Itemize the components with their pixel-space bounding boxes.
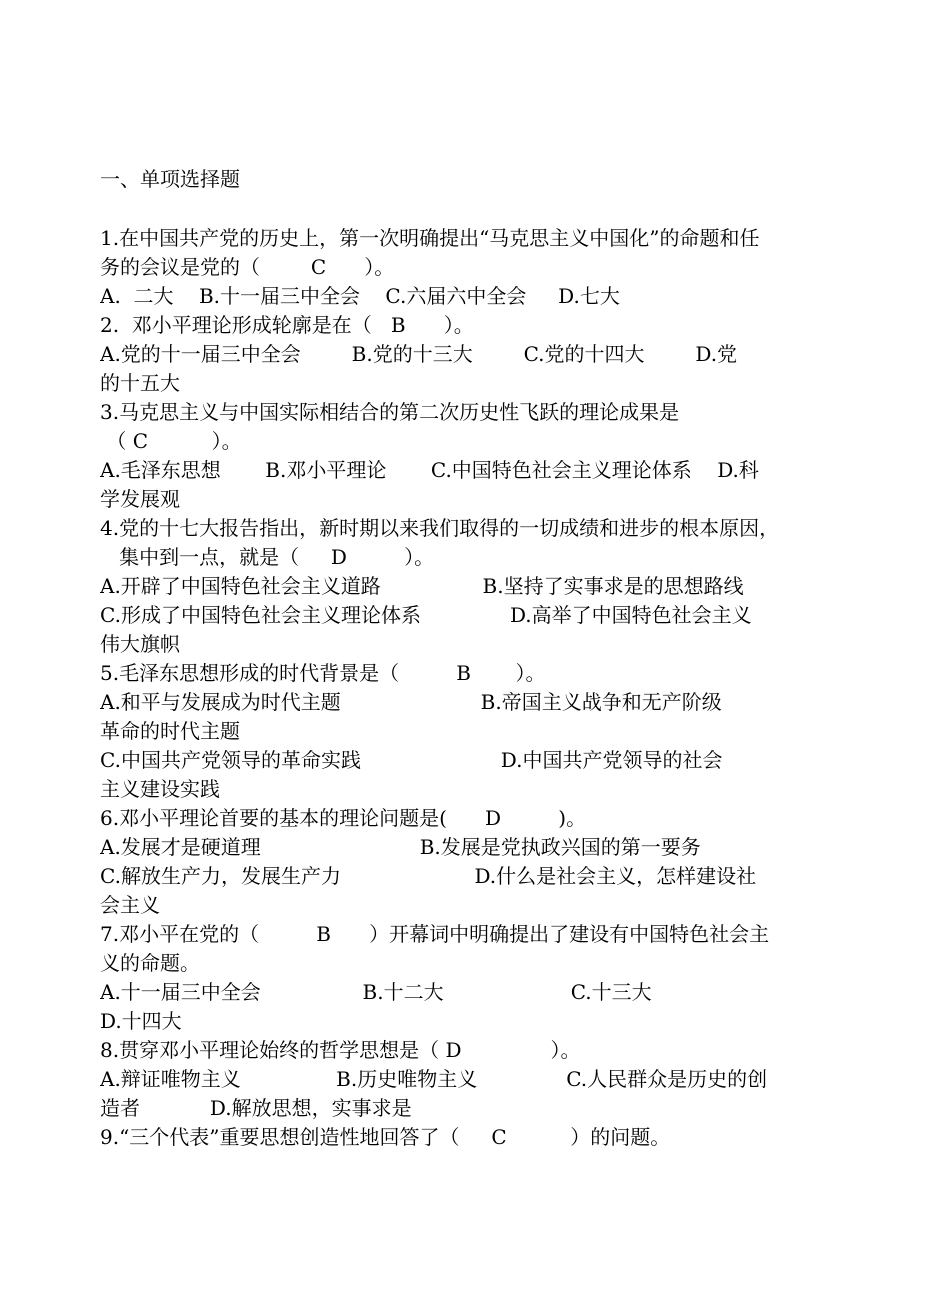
text-line: 务的会议是党的（ C ）。: [100, 255, 395, 279]
text-line: 2. 邓小平理论形成轮廓是在（ B ）。: [100, 313, 474, 337]
text-line: 6.邓小平理论首要的基本的理论问题是( D )。: [100, 806, 587, 830]
text-line: A.和平与发展成为时代主题 B.帝国主义战争和无产阶级: [100, 690, 722, 714]
text-line: A.毛泽东思想 B.邓小平理论 C.中国特色社会主义理论体系 D.科: [100, 458, 759, 482]
text-line: 主义建设实践: [100, 777, 220, 801]
text-line: 伟大旗帜: [100, 632, 180, 656]
text-line: C.解放生产力，发展生产力 D.什么是社会主义，怎样建设社: [100, 864, 757, 888]
text-line: C.中国共产党领导的革命实践 D.中国共产党领导的社会: [100, 748, 723, 772]
text-line: 会主义: [100, 893, 160, 917]
text-line: 1.在中国共产党的历史上，第一次明确提出“马克思主义中国化”的命题和任: [100, 226, 760, 250]
text-line: D.十四大: [100, 1009, 182, 1033]
text-line: 学发展观: [100, 487, 180, 511]
text-line: A. 二大 B.十一届三中全会 C.六届六中全会 D.七大: [100, 284, 620, 308]
text-line: A.党的十一届三中全会 B.党的十三大 C.党的十四大 D.党: [100, 342, 738, 366]
text-line: （ C ）。: [100, 429, 242, 453]
text-line: 4.党的十七大报告指出，新时期以来我们取得的一切成绩和进步的根本原因，: [100, 516, 780, 540]
text-line: 8.贯穿邓小平理论始终的哲学思想是（ D ）。: [100, 1038, 581, 1062]
text-line: 的十五大: [100, 371, 180, 395]
text-line: C.形成了中国特色社会主义理论体系 D.高举了中国特色社会主义: [100, 603, 752, 627]
text-line: 革命的时代主题: [100, 719, 240, 743]
text-line: A.发展才是硬道理 B.发展是党执政兴国的第一要务: [100, 835, 701, 859]
text-line: 造者 D.解放思想，实事求是: [100, 1096, 412, 1120]
text-line: A.十一届三中全会 B.十二大 C.十三大: [100, 980, 652, 1004]
text-line: 5.毛泽东思想形成的时代背景是（ B ）。: [100, 661, 546, 685]
section-title: 一、单项选择题: [100, 167, 240, 191]
document-page: [100, 164, 855, 1152]
text-line: 义的命题。: [100, 951, 200, 975]
text-line: A.辩证唯物主义 B.历史唯物主义 C.人民群众是历史的创: [100, 1067, 768, 1091]
text-line: A.开辟了中国特色社会主义道路 B.坚持了实事求是的思想路线: [100, 574, 744, 598]
text-line: 集中到一点，就是（ D ）。: [100, 545, 435, 569]
text-line: 7.邓小平在党的（ B ）开幕词中明确提出了建设有中国特色社会主: [100, 922, 770, 946]
text-line: 9.“三个代表”重要思想创造性地回答了（ C ）的问题。: [100, 1125, 671, 1149]
text-line: 3.马克思主义与中国实际相结合的第二次历史性飞跃的理论成果是: [100, 400, 680, 424]
